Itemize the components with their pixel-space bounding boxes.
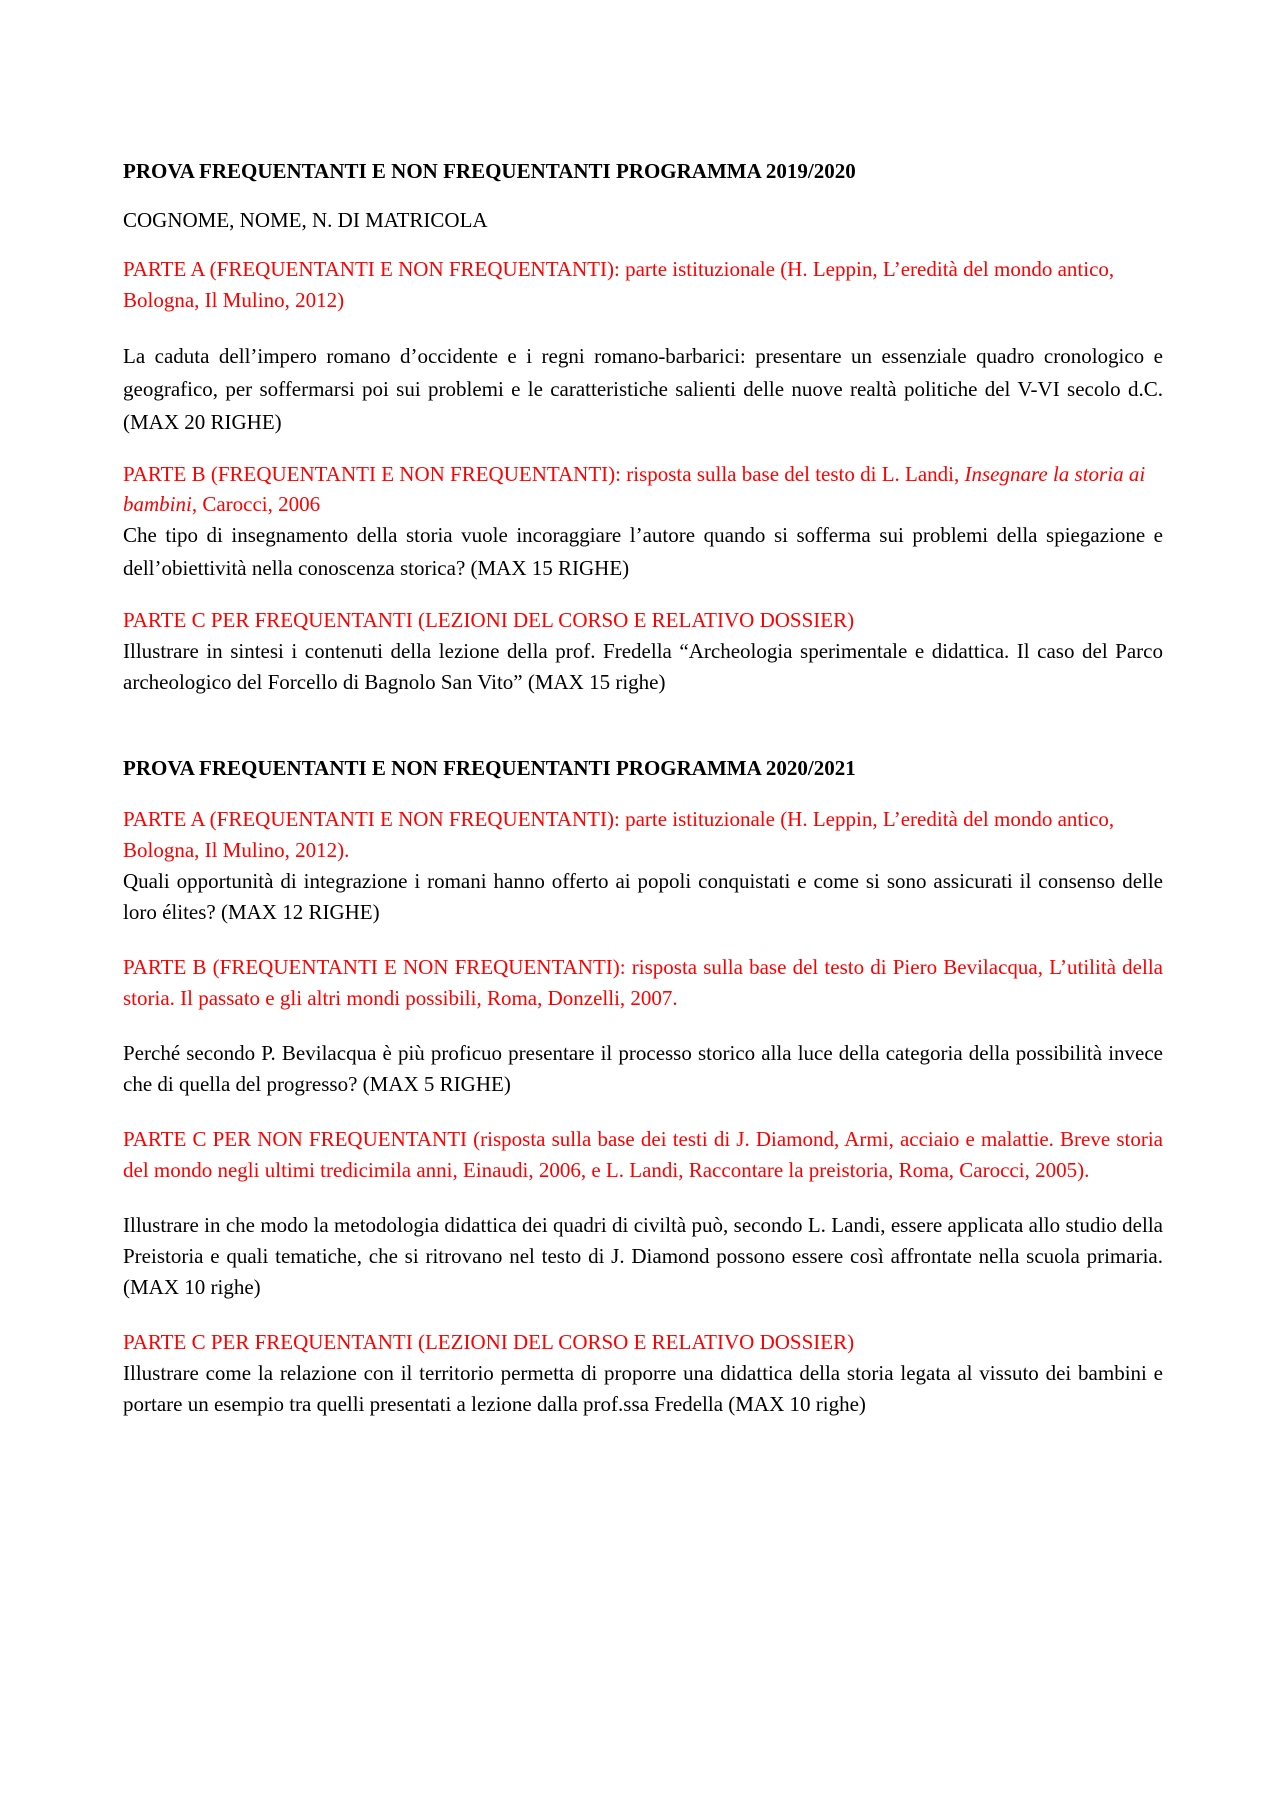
part-c-heading-2019: PARTE C PER FREQUENTANTI (LEZIONI DEL CORSO E RELATIVO DOSSIER) xyxy=(123,608,855,632)
part-b-question-2019: Che tipo di insegnamento della storia vuole incoraggiare l’autore quando si sofferma sui problemi della spiegazione e dell’obiettività nella conoscenza storica? (MAX 15 RIGHE) xyxy=(123,523,1163,580)
part-b-book-title: Insegnare la storia ai bambini xyxy=(123,462,1146,516)
part-b-heading-prefix: PARTE B (FREQUENTANTI E NON FREQUENTANTI): risposta sulla base del testo di L. Landi, xyxy=(123,462,965,486)
part-c-frequentanti-heading-2020: PARTE C PER FREQUENTANTI (LEZIONI DEL CORSO E RELATIVO DOSSIER) xyxy=(123,1330,855,1354)
part-a-question-2020: Quali opportunità di integrazione i romani hanno offerto ai popoli conquistati e come si sono assicurati il consenso delle loro élites? (MAX 12 RIGHE) xyxy=(123,869,1163,924)
part-b-heading-2020: PARTE B (FREQUENTANTI E NON FREQUENTANTI): risposta sulla base del testo di Piero Bevilacqua, L’utilità della storia. Il passato e gli altri mondi possibili, Roma, Donzelli, 2007. xyxy=(123,955,1163,1010)
part-c-question-2019: Illustrare in sintesi i contenuti della lezione della prof. Fredella “Archeologia sperimentale e didattica. Il caso del Parco archeologico del Forcello di Bagnolo San Vito” (MAX 15 righe) xyxy=(123,639,1163,694)
part-b-question-2020: Perché secondo P. Bevilacqua è più proficuo presentare il processo storico alla luce della categoria della possibilità invece che di quella del progresso? (MAX 5 RIGHE) xyxy=(123,1041,1163,1096)
part-c-non-frequentanti-heading-2020: PARTE C PER NON FREQUENTANTI (risposta sulla base dei testi di J. Diamond, Armi, acciaio e malattie. Breve storia del mondo negli ultimi tredicimila anni, Einaudi, 2006, e L. Landi, Raccontare la preistoria, Roma, Carocci, 2005). xyxy=(123,1127,1163,1182)
part-a-question-2019: La caduta dell’impero romano d’occidente e i regni romano-barbarici: presentare un essenziale quadro cronologico e geografico, per soffermarsi poi sui problemi e le caratteristiche salienti delle nuove realtà politiche del V-VI secolo d.C. (MAX 20 RIGHE) xyxy=(123,344,1163,434)
part-b-heading-2019 xyxy=(123,459,1163,519)
part-c-frequentanti-question-2020: Illustrare come la relazione con il territorio permetta di proporre una didattica della storia legata al vissuto dei bambini e portare un esempio tra quelli presentati a lezione dalla prof.ssa Fredella (MAX 10 righe) xyxy=(123,1361,1163,1416)
part-a-heading-2020: PARTE A (FREQUENTANTI E NON FREQUENTANTI): parte istituzionale (H. Leppin, L’eredità del mondo antico, Bologna, Il Mulino, 2012). xyxy=(123,807,1115,862)
section-title-2019: PROVA FREQUENTANTI E NON FREQUENTANTI PROGRAMMA 2019/2020 xyxy=(123,159,856,183)
part-c-non-frequentanti-question-2020: Illustrare in che modo la metodologia didattica dei quadri di civiltà può, secondo L. Landi, essere applicata allo studio della Preistoria e quali tematiche, che si ritrovano nel testo di J. Diamond possono essere così affrontate nella scuola primaria. (MAX 10 righe) xyxy=(123,1213,1163,1299)
section-title-2020: PROVA FREQUENTANTI E NON FREQUENTANTI PROGRAMMA 2020/2021 xyxy=(123,756,856,780)
student-identification-line: COGNOME, NOME, N. DI MATRICOLA xyxy=(123,208,488,232)
document-page xyxy=(123,156,1163,1420)
part-a-heading-2019: PARTE A (FREQUENTANTI E NON FREQUENTANTI): parte istituzionale (H. Leppin, L’eredità del mondo antico, Bologna, Il Mulino, 2012) xyxy=(123,257,1115,312)
part-b-heading-suffix: , Carocci, 2006 xyxy=(191,492,321,516)
